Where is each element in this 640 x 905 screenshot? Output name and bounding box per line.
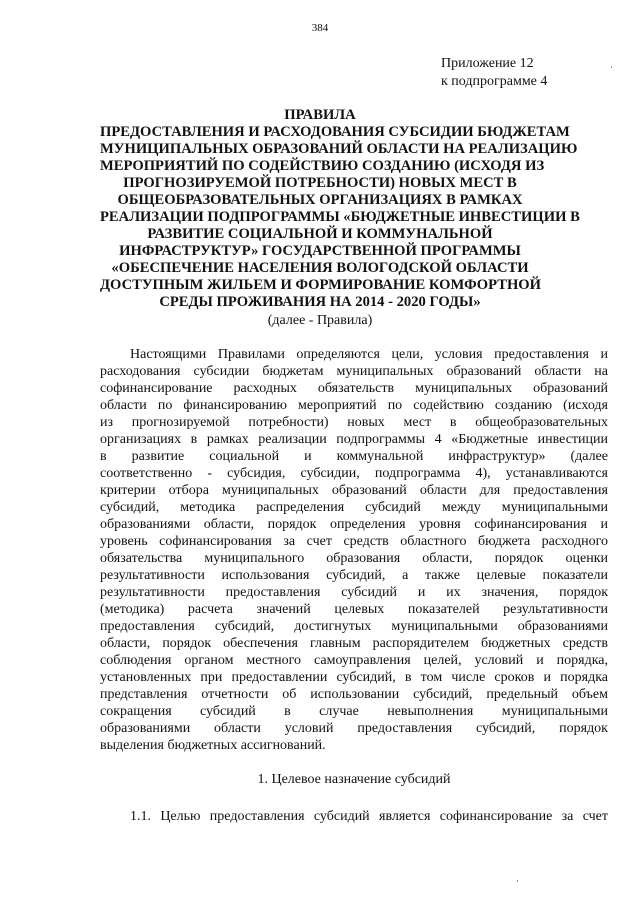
paragraph-line: Настоящими Правилами определяются цели, условия предоставления и bbox=[130, 347, 608, 362]
scan-speck bbox=[611, 66, 612, 68]
section-heading: 1. Целевое назначение субсидий bbox=[257, 772, 451, 787]
paragraph-line: софинансирование расходных обязательств муниципальных образований bbox=[100, 381, 608, 396]
title-line: ДОСТУПНЫМ ЖИЛЬЕМ И ФОРМИРОВАНИЕ КОМФОРТНОЙ bbox=[100, 277, 542, 293]
scan-speck bbox=[517, 880, 518, 882]
paragraph-line: расходования субсидии бюджетам муниципальных образований области на bbox=[100, 364, 608, 379]
paragraph-line: в развитие социальной и коммунальной инфраструктур» (далее bbox=[100, 449, 608, 464]
intro-paragraph bbox=[100, 346, 608, 754]
title-line: ПРАВИЛА bbox=[284, 107, 356, 123]
attachment-note bbox=[441, 55, 547, 91]
title-line: РЕАЛИЗАЦИИ ПОДПРОГРАММЫ «БЮДЖЕТНЫЕ ИНВЕСТИЦИИ В bbox=[100, 209, 580, 225]
paragraph-line: выделения бюджетных ассигнований. bbox=[100, 738, 326, 753]
title-line: ОБЩЕОБРАЗОВАТЕЛЬНЫХ ОРГАНИЗАЦИЯХ В РАМКАХ bbox=[117, 192, 523, 208]
paragraph-line: уровень софинансирования за счет средств областного бюджета расходного bbox=[100, 534, 608, 549]
document-subtitle: (далее - Правила) bbox=[267, 313, 373, 328]
title-line: РАЗВИТИЕ СОЦИАЛЬНОЙ И КОММУНАЛЬНОЙ bbox=[147, 226, 493, 242]
paragraph-line: критерии отбора муниципальных образований области для предоставления bbox=[100, 483, 608, 498]
paragraph-line: образованиями области условий предоставления субсидий, порядок bbox=[100, 721, 608, 736]
attachment-line-2: к подпрограмме 4 bbox=[441, 74, 548, 89]
title-line: ИНФРАСТРУКТУР» ГОСУДАРСТВЕННОЙ ПРОГРАММЫ bbox=[119, 243, 521, 259]
attachment-line-1: Приложение 12 bbox=[441, 56, 534, 71]
paragraph-line: области по финансированию мероприятий по содействию созданию (исходя bbox=[100, 398, 608, 413]
title-line: МУНИЦИПАЛЬНЫХ ОБРАЗОВАНИЙ ОБЛАСТИ НА РЕАЛИЗАЦИЮ bbox=[100, 141, 578, 157]
paragraph-line: обязательства муниципального образования области, порядок оценки bbox=[100, 551, 608, 566]
paragraph-line: субсидий, методика распределения субсидий между муниципальными bbox=[100, 500, 608, 515]
title-line: ПРОГНОЗИРУЕМОЙ ПОТРЕБНОСТИ) НОВЫХ МЕСТ В bbox=[123, 175, 517, 191]
title-line: «ОБЕСПЕЧЕНИЕ НАСЕЛЕНИЯ ВОЛОГОДСКОЙ ОБЛАСТИ bbox=[111, 260, 529, 276]
title-line: СРЕДЫ ПРОЖИВАНИЯ НА 2014 - 2020 ГОДЫ» bbox=[159, 294, 481, 310]
paragraph-line: (методика) расчета значений целевых показателей результативности bbox=[100, 602, 608, 617]
paragraph-line: установленных при предоставлении субсидий, в том числе сроков и порядка bbox=[100, 670, 608, 685]
paragraph-line: соблюдения органом местного самоуправления целей, условий и порядка, bbox=[100, 653, 608, 668]
paragraph-line: сокращения субсидий в случае невыполнения муниципальными bbox=[100, 704, 608, 719]
paragraph-line: из прогнозируемой потребности) новых мест в общеобразовательных bbox=[100, 415, 608, 430]
clause-1-1: 1.1. Целью предоставления субсидий является софинансирование за счет bbox=[130, 809, 608, 824]
document-title bbox=[100, 107, 580, 311]
paragraph-line: организациях в рамках реализации подпрограммы 4 «Бюджетные инвестиции bbox=[100, 432, 608, 447]
title-line: МЕРОПРИЯТИЙ ПО СОДЕЙСТВИЮ СОЗДАНИЮ (ИСХОДЯ ИЗ bbox=[100, 158, 545, 174]
title-line: ПРЕДОСТАВЛЕНИЯ И РАСХОДОВАНИЯ СУБСИДИИ БЮДЖЕТАМ bbox=[100, 124, 570, 140]
paragraph-line: предоставления субсидий, достигнутых муниципальными образованиями bbox=[100, 619, 608, 634]
paragraph-line: образованиями области, порядок определения уровня софинансирования и bbox=[100, 517, 608, 532]
paragraph-line: результативности предоставления субсидий и их значения, порядок bbox=[100, 585, 608, 600]
page-number: 384 bbox=[311, 22, 329, 34]
paragraph-line: представления отчетности об использовании субсидий, предельный объем bbox=[100, 687, 608, 702]
paragraph-line: области, порядок обеспечения главным распорядителем бюджетных средств bbox=[100, 636, 608, 651]
paragraph-line: результативности использования субсидий, а также целевые показатели bbox=[100, 568, 608, 583]
paragraph-line: соответственно - субсидия, субсидии, подпрограмма 4), устанавливаются bbox=[100, 466, 608, 481]
